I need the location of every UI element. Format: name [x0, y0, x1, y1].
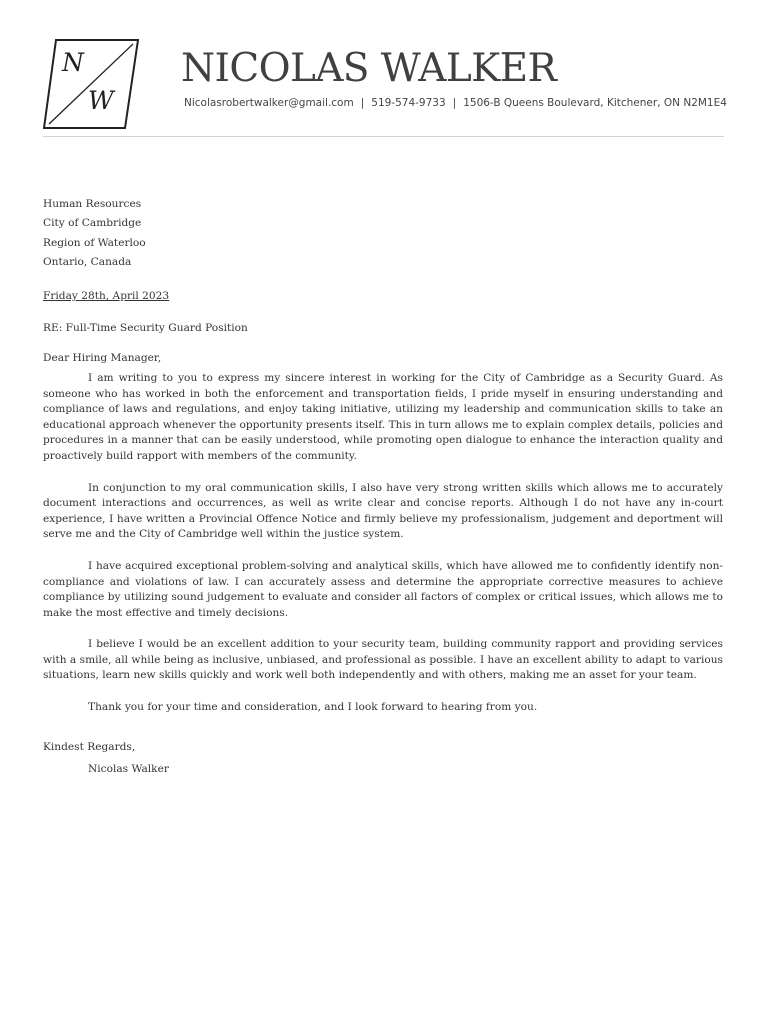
applicant-name: NICOLAS WALKER [181, 46, 557, 91]
signature-name: Nicolas Walker [88, 763, 169, 776]
body-paragraph: I am writing to you to express my sincere interest in working for the City of Cambridge as a Security Guard. As someone who has worked in both the enforcement and transportation fields, I pride myself in ensuring understanding and compliance of laws and regulations, and enjoy taking initiative, utilizing my leadership and communication skills to take an educational approach whenever the opportunity presents itself. This in turn allows me to explain complex details, policies and procedures in a manner that can be easily understood, while promoting open dialogue to enhance the interaction quality and proactively build rapport with members of the community. [43, 371, 723, 462]
monogram-logo [43, 38, 139, 130]
contact-email: Nicolasrobertwalker@gmail.com [184, 97, 354, 109]
recipient-address [43, 195, 723, 272]
letter-date: Friday 28th, April 2023 [43, 290, 170, 303]
letter-body [43, 195, 723, 778]
body-paragraph: I believe I would be an excellent addition to your security team, building community rapport and providing services with a smile, all while being as inclusive, unbiased, and professional as possible. I have an excellent ability to adapt to various situations, learn new skills quickly and work well both independently and with others, making me an asset for your team. [43, 638, 723, 682]
recipient-line: Human Resources [43, 198, 142, 210]
closing: Kindest Regards, [43, 740, 136, 753]
body-paragraph: I have acquired exceptional problem-solving and analytical skills, which have allowed me to confidently identify non-compliance and violations of law. I can accurately assess and determine the appropriate corrective measures to achieve compliance by utilizing sound judgement to evaluate and consider all factors of complex or critical issues, which allows me to make the most effective and timely decisions. [43, 559, 723, 619]
body-paragraph: Thank you for your time and consideration, and I look forward to hearing from you. [88, 701, 538, 714]
contact-separator: | [360, 97, 365, 109]
contact-separator: | [452, 97, 457, 109]
header-divider [43, 136, 724, 137]
recipient-line: Region of Waterloo [43, 236, 146, 249]
body-paragraph: In conjunction to my oral communication skills, I also have very strong written skills which allows me to accurately document interactions and occurrences, as well as write clear and concise reports. Although I do not have any in-court experience, I have written a Provincial Offence Notice and firmly believe my professionalism, judgement and deportment will serve me and the City of Cambridge well within the justice system. [43, 481, 723, 541]
contact-phone: 519-574-9733 [371, 97, 446, 109]
logo-letter-n: N [62, 48, 84, 77]
salutation: Dear Hiring Manager, [43, 352, 162, 365]
logo-letter-w: W [88, 86, 114, 115]
contact-line [184, 96, 727, 110]
subject-line: RE: Full-Time Security Guard Position [43, 321, 248, 334]
contact-address: 1506-B Queens Boulevard, Kitchener, ON N2M1E4 [463, 97, 727, 109]
recipient-line: Ontario, Canada [43, 255, 132, 268]
recipient-line: City of Cambridge [43, 217, 142, 230]
